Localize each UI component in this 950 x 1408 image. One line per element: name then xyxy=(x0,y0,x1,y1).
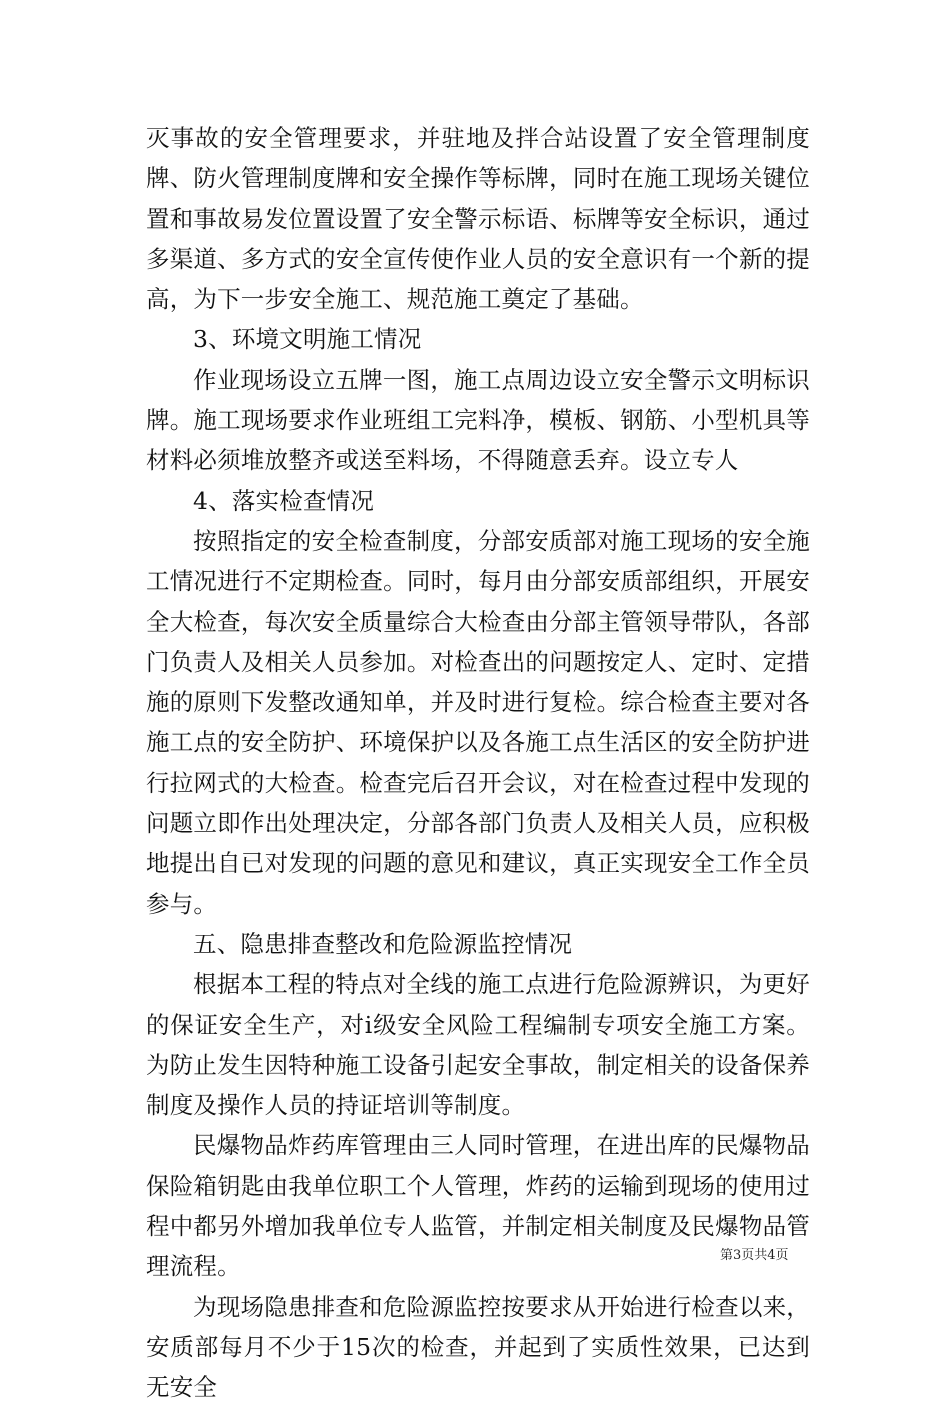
document-body xyxy=(146,118,810,1408)
paragraph-environment: 作业现场设立五牌一图，施工点周边设立安全警示文明标识牌。施工现场要求作业班组工完料净，模板、钢筋、小型机具等材料必须堆放整齐或送至料场，不得随意丢弃。设立专人 xyxy=(146,365,810,475)
section-heading-environment: 3、环境文明施工情况 xyxy=(193,325,422,354)
paragraph-continued: 灭事故的安全管理要求，并驻地及拌合站设置了安全管理制度牌、防火管理制度牌和安全操作等标牌，同时在施工现场关键位置和事故易发位置设置了安全警示标语、标牌等安全标识，通过多渠道、多方式的安全宣传使作业人员的安全意识有一个新的提高，为下一步安全施工、规范施工奠定了基础。 xyxy=(146,124,810,314)
paragraph-hazard-inspection: 为现场隐患排查和危险源监控按要求从开始进行检查以来，安质部每月不少于15次的检查，并起到了实质性效果，已达到无安全 xyxy=(146,1292,810,1402)
paragraph-inspection: 按照指定的安全检查制度，分部安质部对施工现场的安全施工情况进行不定期检查。同时，每月由分部安质部组织，开展安全大检查，每次安全质量综合大检查由分部主管领导带队，各部门负责人及相关人员参加。对检查出的问题按定人、定时、定措施的原则下发整改通知单，并及时进行复检。综合检查主要对各施工点的安全防护、环境保护以及各施工点生活区的安全防护进行拉网式的大检查。检查完后召开会议，对在检查过程中发现的问题立即作出处理决定，分部各部门负责人及相关人员，应积极地提出自已对发现的问题的意见和建议，真正实现安全工作全员参与。 xyxy=(146,526,810,918)
paragraph-hazard-identification: 根据本工程的特点对全线的施工点进行危险源辨识，为更好的保证安全生产，对ⅰ级安全风险工程编制专项安全施工方案。为防止发生因特种施工设备引起安全事故，制定相关的设备保养制度及操作人员的持证培训等制度。 xyxy=(146,970,810,1120)
page-number-footer: 第3页共4页 xyxy=(720,1248,789,1263)
section-heading-inspection: 4、落实检查情况 xyxy=(193,486,375,515)
paragraph-explosives: 民爆物品炸药库管理由三人同时管理，在进出库的民爆物品保险箱钥匙由我单位职工个人管理，炸药的运输到现场的使用过程中都另外增加我单位专人监管，并制定相关制度及民爆物品管理流程。 xyxy=(146,1131,810,1281)
section-heading-hazard: 五、隐患排查整改和危险源监控情况 xyxy=(193,929,573,958)
